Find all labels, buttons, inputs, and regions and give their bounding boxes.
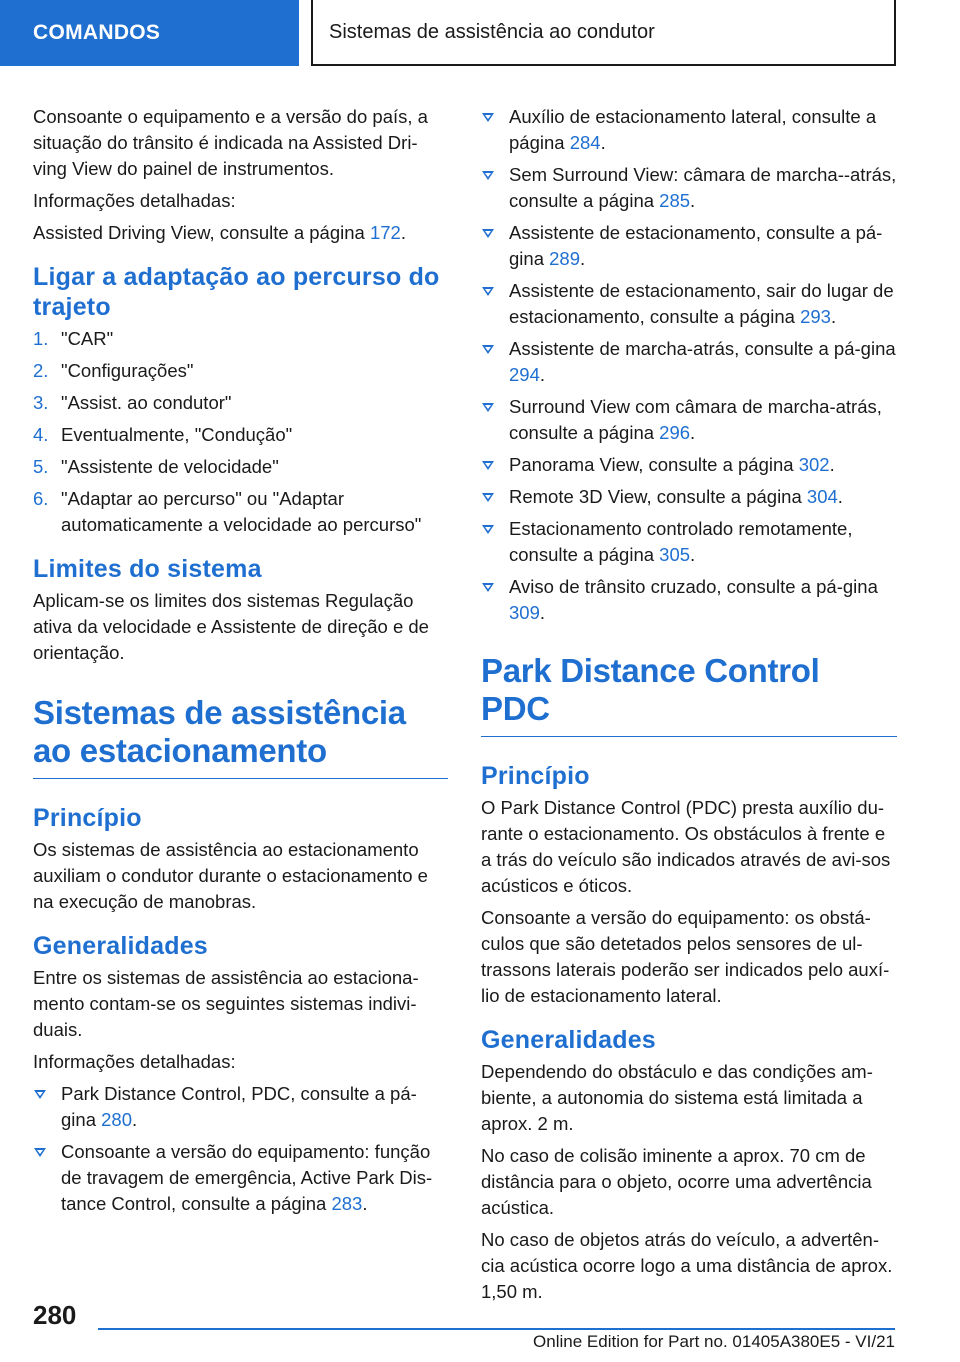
intro-info-label: Informações detalhadas:: [33, 190, 236, 211]
section-tab[interactable]: COMANDOS: [0, 0, 299, 66]
footer-edition: Online Edition for Part no. 01405A380E5 - VI/21: [533, 1332, 895, 1351]
list-item: Consoante a versão do equipamento: função de travagem de emergência, Active Park Dis-tance Control, consulte a página 283.: [33, 1139, 448, 1217]
triangle-bullet-icon: [482, 229, 494, 238]
list-item: 3. "Assist. ao condutor": [33, 392, 232, 413]
list-item: Auxílio de estacionamento lateral, consulte a página 284.: [481, 104, 897, 156]
page-link-296[interactable]: 296: [659, 422, 691, 443]
triangle-bullet-icon: [482, 461, 494, 470]
list-item: Estacionamento controlado remotamente, consulte a página 305.: [481, 516, 897, 568]
pdc-generalidades-paragraph-1: Dependendo do obstáculo e das condições am-biente, a autonomia do sistema está limitada a aprox. 2 m.: [481, 1061, 873, 1134]
systems-list-continued: [481, 104, 897, 626]
triangle-bullet-icon: [482, 493, 494, 502]
triangle-bullet-icon: [482, 345, 494, 354]
section-title-generalidades: Generalidades: [33, 932, 208, 960]
pdc-principio-paragraph-1: O Park Distance Control (PDC) presta auxílio du-rante o estacionamento. Os obstáculos à frente e a trás do veículo são indicados através de avi-sos acústicos e óticos.: [481, 797, 891, 896]
page-link-305[interactable]: 305: [659, 544, 691, 565]
page-link-283[interactable]: 283: [331, 1193, 363, 1214]
triangle-bullet-icon: [34, 1148, 46, 1157]
section-title-principio-pdc: Princípio: [481, 762, 590, 790]
steps-list: [33, 326, 448, 538]
list-item: Assistente de marcha-atrás, consulte a pá-gina 294.: [481, 336, 897, 388]
list-item: 4. Eventualmente, "Condução": [33, 424, 293, 445]
list-item: 6. "Adaptar ao percurso" ou "Adaptar automaticamente a velocidade ao percurso": [33, 488, 422, 535]
principio-paragraph: Os sistemas de assistência ao estacionamento auxiliam o condutor durante o estacionamento e na execução de manobras.: [33, 839, 428, 912]
triangle-bullet-icon: [482, 403, 494, 412]
triangle-bullet-icon: [482, 171, 494, 180]
page-header-title: Sistemas de assistência ao condutor: [311, 0, 896, 66]
list-item: Panorama View, consulte a página 302.: [481, 452, 897, 478]
pdc-generalidades-paragraph-2: No caso de colisão iminente a aprox. 70 cm de distância para o objeto, ocorre uma advertência acústica.: [481, 1145, 872, 1218]
page-link-284[interactable]: 284: [569, 132, 601, 153]
list-item: Surround View com câmara de marcha-atrás, consulte a página 296.: [481, 394, 897, 446]
pdc-principio-paragraph-2: Consoante a versão do equipamento: os obstá-culos que são detetados pelos sensores de ul-trassons laterais poderão ser indicados pelo auxí-lio de estacionamento lateral.: [481, 907, 890, 1006]
section-title-limites: Limites do sistema: [33, 555, 262, 583]
page-link-294[interactable]: 294: [509, 364, 540, 385]
intro-reference: Assisted Driving View, consulte a página 172.: [33, 222, 406, 243]
list-item: Aviso de trânsito cruzado, consulte a pá-gina 309.: [481, 574, 897, 626]
page-number: 280: [33, 1300, 77, 1330]
list-item: Assistente de estacionamento, consulte a pá-gina 289.: [481, 220, 897, 272]
list-item: Park Distance Control, PDC, consulte a pá-gina 280.: [33, 1081, 448, 1133]
systems-list: [33, 1081, 448, 1217]
page-link-289[interactable]: 289: [549, 248, 580, 269]
triangle-bullet-icon: [482, 525, 494, 534]
list-item: Assistente de estacionamento, sair do lugar de estacionamento, consulte a página 293.: [481, 278, 897, 330]
intro-paragraph: Consoante o equipamento e a versão do país, a situação do trânsito é indicada na Assisted Dri-ving View do painel de instrumentos.: [33, 106, 428, 179]
triangle-bullet-icon: [482, 287, 494, 296]
section-title-principio: Princípio: [33, 804, 142, 832]
page-link-302[interactable]: 302: [798, 454, 830, 475]
triangle-bullet-icon: [34, 1090, 46, 1099]
page-link-285[interactable]: 285: [659, 190, 691, 211]
page-link-304[interactable]: 304: [806, 486, 838, 507]
page-link-309[interactable]: 309: [509, 602, 540, 623]
triangle-bullet-icon: [482, 583, 494, 592]
generalidades-info-label: Informações detalhadas:: [33, 1051, 236, 1072]
limites-paragraph: Aplicam-se os limites dos sistemas Regulação ativa da velocidade e Assistente de direção e de orientação.: [33, 590, 429, 663]
list-item: Remote 3D View, consulte a página 304.: [481, 484, 897, 510]
page-link-293[interactable]: 293: [800, 306, 831, 327]
pdc-generalidades-paragraph-3: No caso de objetos atrás do veículo, a advertên-cia acústica ocorre logo a uma distância de aprox. 1,50 m.: [481, 1229, 893, 1302]
generalidades-paragraph: Entre os sistemas de assistência ao estaciona-mento contam-se os seguintes sistemas indivi-duais.: [33, 967, 419, 1040]
right-column: [481, 104, 897, 1311]
list-item: 5. "Assistente de velocidade": [33, 456, 279, 477]
list-item: 2. "Configurações": [33, 360, 194, 381]
list-item: 1. "CAR": [33, 328, 114, 349]
page-link-280[interactable]: 280: [101, 1109, 132, 1130]
left-column: [33, 104, 448, 1223]
footer-divider: [98, 1328, 895, 1330]
section-title-adaptacao: Ligar a adaptação ao percurso do trajeto: [33, 263, 440, 321]
page-link-172[interactable]: 172: [369, 222, 401, 243]
chapter-title-pdc: Park Distance Control PDC: [481, 652, 897, 737]
section-title-generalidades-pdc: Generalidades: [481, 1026, 656, 1054]
triangle-bullet-icon: [482, 113, 494, 122]
chapter-title-estacionamento: Sistemas de assistência ao estacionamento: [33, 694, 448, 779]
list-item: Sem Surround View: câmara de marcha--atrás, consulte a página 285.: [481, 162, 897, 214]
